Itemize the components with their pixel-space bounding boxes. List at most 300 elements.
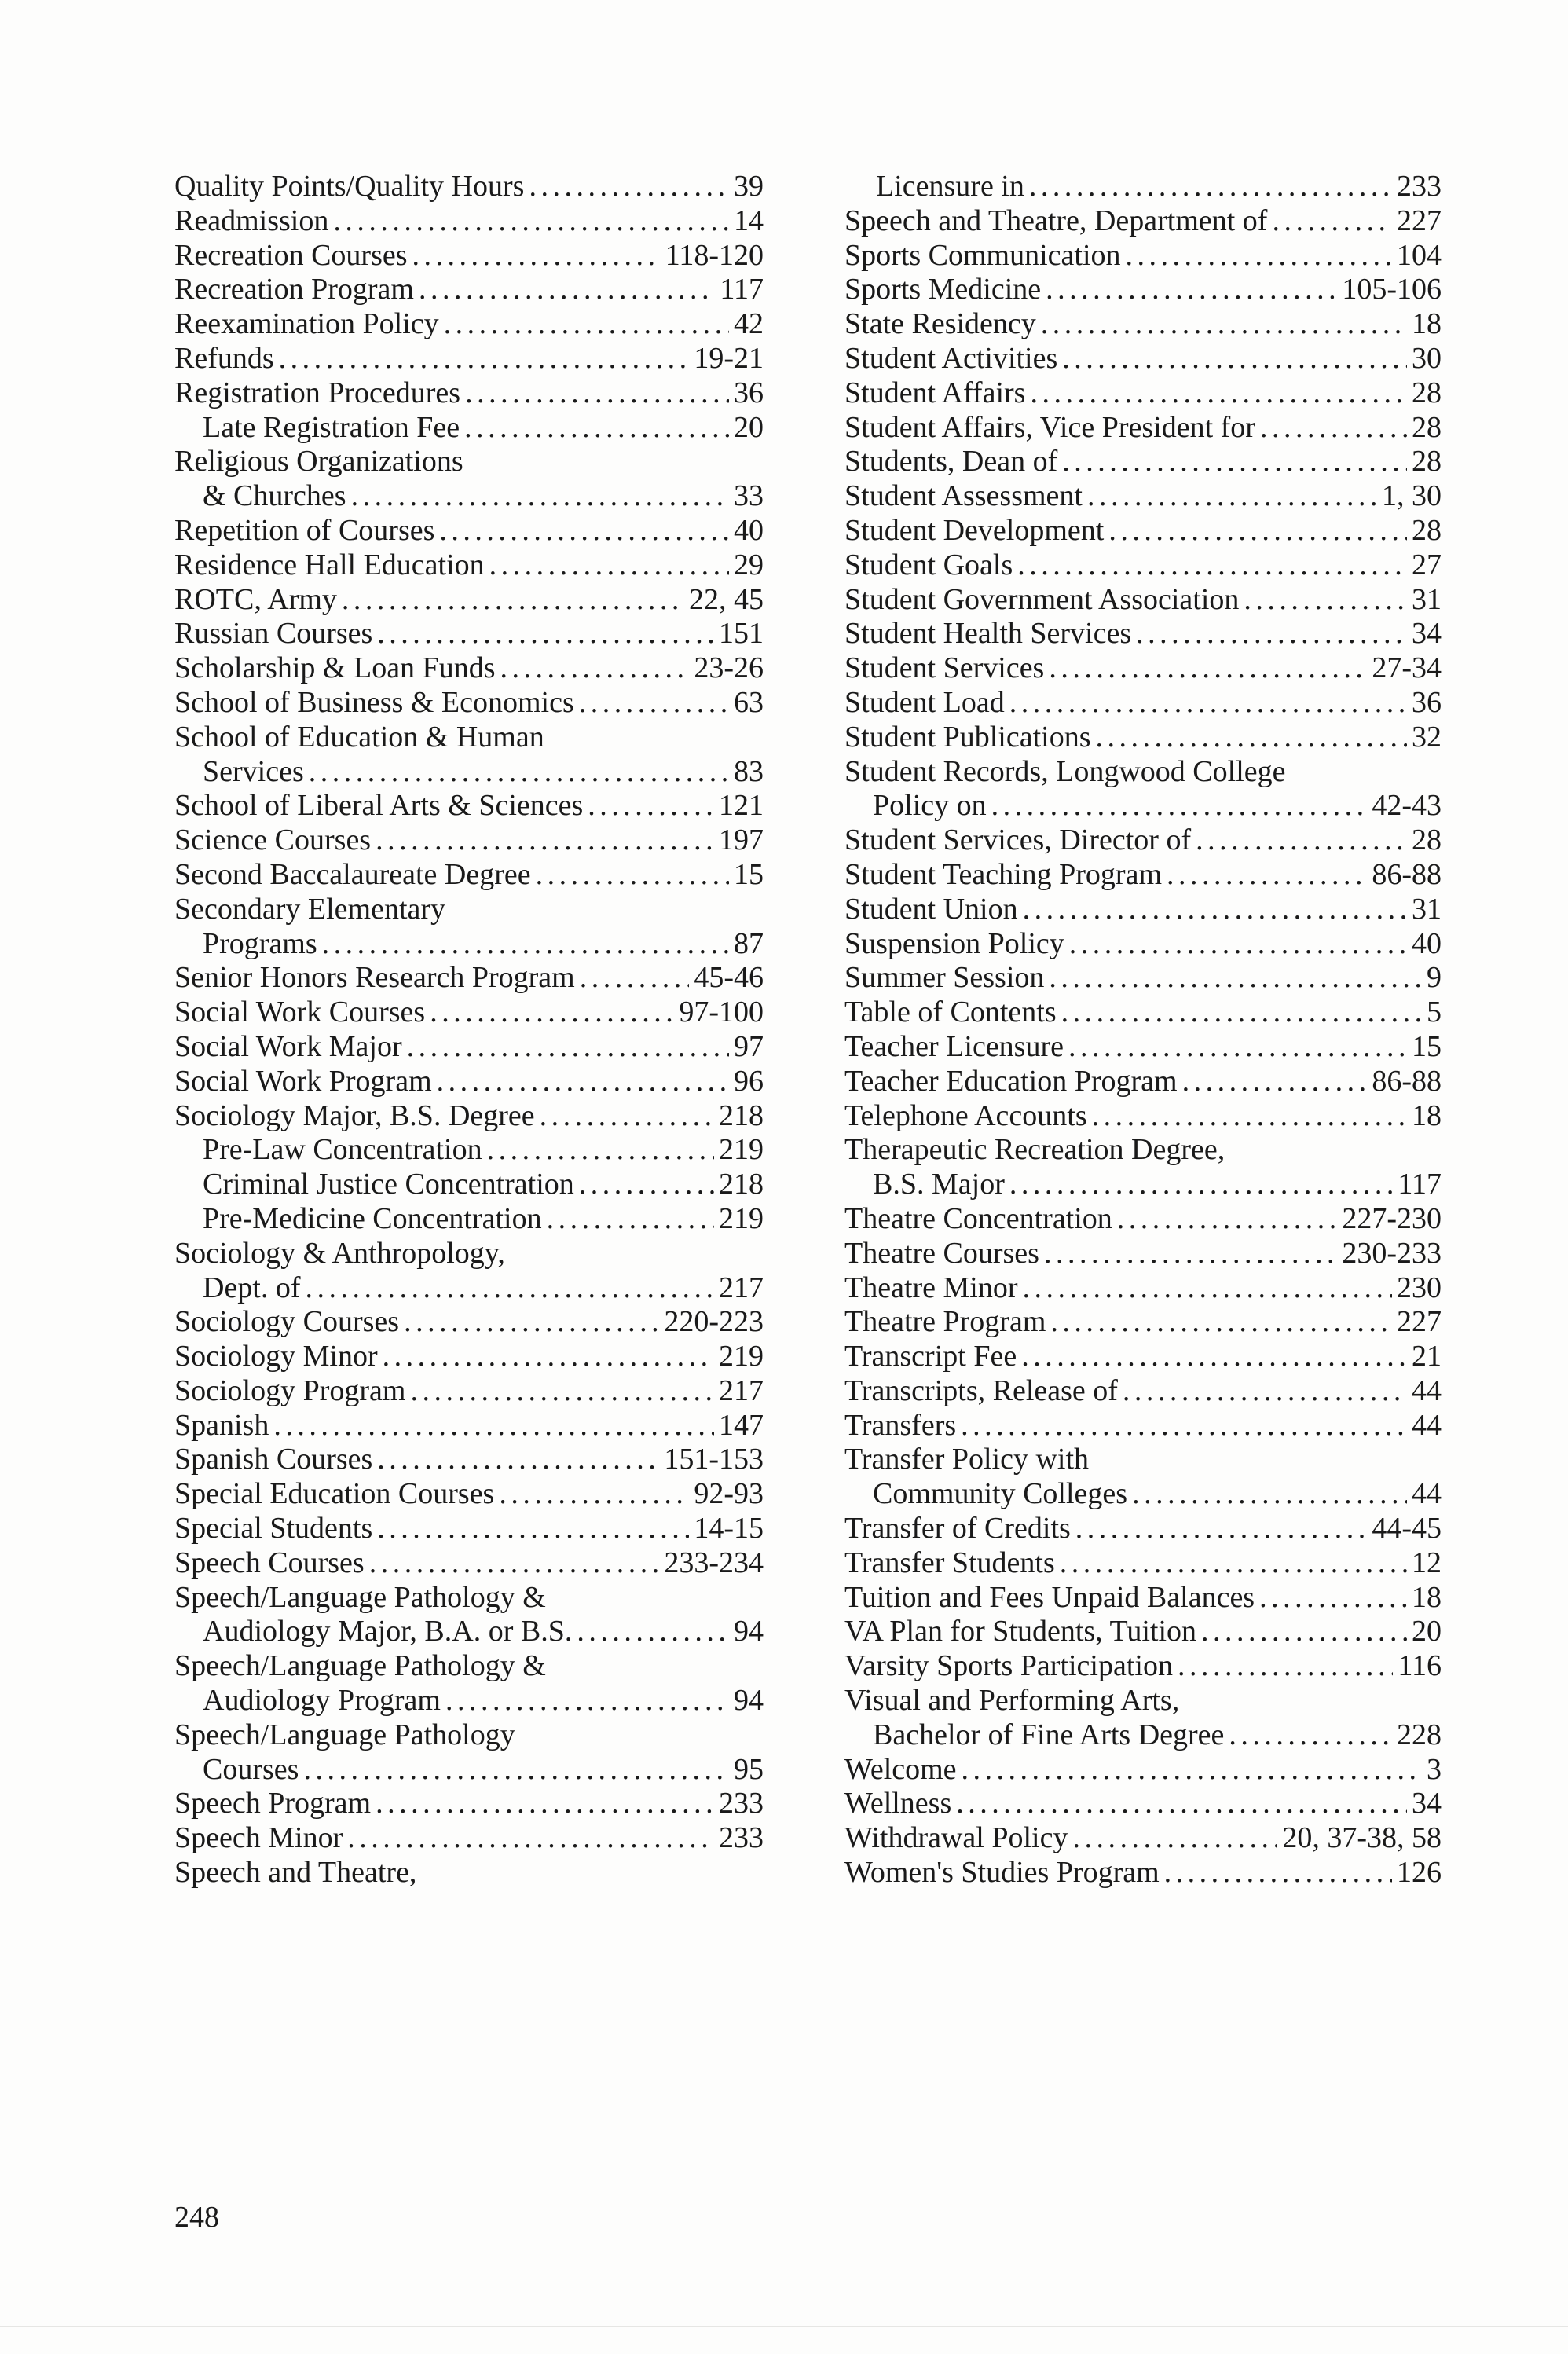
index-entry — [844, 1718, 1442, 1753]
index-page-ref: 233-234 — [664, 1546, 764, 1579]
index-page-ref: 21 — [1412, 1340, 1442, 1373]
index-entry — [174, 789, 764, 823]
index-term: Student Services — [844, 651, 1045, 685]
index-page-ref: 19-21 — [694, 341, 764, 375]
index-term: Theatre Program — [844, 1305, 1046, 1339]
index-term: Welcome — [844, 1752, 957, 1786]
index-entry — [174, 342, 764, 376]
dot-leader — [1023, 893, 1407, 927]
index-term: Sociology Major, B.S. Degree — [174, 1098, 535, 1132]
index-term: Women's Studies Program — [844, 1856, 1160, 1890]
dot-leader — [580, 961, 690, 996]
dot-leader — [1046, 273, 1337, 307]
index-page-ref: 92-93 — [694, 1477, 764, 1511]
index-page-ref: 44 — [1412, 1477, 1442, 1511]
dot-leader — [1087, 479, 1377, 514]
index-entry — [844, 239, 1442, 273]
index-page-ref: 95 — [734, 1752, 764, 1786]
index-page-ref: 230 — [1397, 1270, 1442, 1304]
index-term: ROTC, Army — [174, 582, 337, 616]
dot-leader — [407, 1030, 729, 1065]
index-entry — [174, 858, 764, 893]
index-page-ref: 20 — [1412, 1615, 1442, 1648]
index-term: Student Goals — [844, 548, 1013, 581]
index-page-ref: 34 — [1412, 1787, 1442, 1820]
dot-leader — [579, 1168, 714, 1202]
dot-leader — [1068, 1030, 1407, 1065]
index-entry — [844, 1030, 1442, 1065]
index-entry — [844, 1271, 1442, 1306]
index-page-ref: 118-120 — [665, 238, 764, 272]
index-entry — [844, 651, 1442, 686]
index-page-ref: 28 — [1412, 410, 1442, 444]
index-page-ref: 97 — [734, 1029, 764, 1063]
index-term: School of Business & Economics — [174, 685, 574, 719]
index-entry — [174, 1649, 764, 1684]
dot-leader — [437, 1065, 729, 1099]
index-entry — [844, 1856, 1442, 1890]
dot-leader — [333, 204, 729, 239]
dot-leader — [342, 583, 684, 618]
index-page-ref: 20, 37-38, 58 — [1282, 1821, 1442, 1855]
dot-leader — [529, 170, 729, 204]
dot-leader — [376, 823, 714, 858]
index-page-ref: 1, 30 — [1382, 479, 1442, 513]
dot-leader — [500, 651, 689, 686]
index-entry — [174, 273, 764, 307]
index-entry — [844, 1581, 1442, 1615]
index-entry — [844, 1684, 1442, 1718]
index-entry — [844, 617, 1442, 651]
index-term: Programs — [203, 926, 317, 960]
index-term: Pre-Law Concentration — [203, 1133, 482, 1167]
index-term: Audiology Program — [203, 1684, 441, 1718]
index-entry — [174, 651, 764, 686]
dot-leader — [377, 617, 714, 651]
dot-leader — [444, 307, 729, 342]
index-page-ref: 36 — [1412, 685, 1442, 719]
dot-leader — [412, 239, 661, 273]
index-page-ref: 44 — [1412, 1408, 1442, 1442]
index-entry — [844, 514, 1442, 548]
index-term: Refunds — [174, 341, 274, 375]
dot-leader — [487, 1133, 714, 1168]
index-page-ref: 27-34 — [1372, 651, 1442, 685]
index-entry — [174, 1065, 764, 1099]
dot-leader — [1117, 1202, 1338, 1237]
dot-leader — [1049, 651, 1367, 686]
index-term: Criminal Justice Concentration — [203, 1168, 574, 1201]
index-page-ref: 27 — [1412, 548, 1442, 581]
index-page-ref: 29 — [734, 548, 764, 581]
dot-leader — [1167, 858, 1367, 893]
index-term: Speech/Language Pathology & — [174, 1580, 546, 1614]
index-term: Student Affairs, Vice President for — [844, 410, 1255, 444]
index-term: Reexamination Policy — [174, 307, 439, 341]
index-entry — [174, 1856, 764, 1890]
index-term: Speech Program — [174, 1787, 372, 1820]
dot-leader — [377, 1512, 689, 1546]
dot-leader — [1136, 617, 1407, 651]
index-entry — [844, 1821, 1442, 1856]
index-page-ref: 9 — [1427, 961, 1442, 995]
index-entry — [844, 1443, 1442, 1477]
dot-leader — [547, 1202, 714, 1237]
index-page-ref: 40 — [734, 513, 764, 547]
index-term: Second Baccalaureate Degree — [174, 857, 531, 891]
index-page-ref: 15 — [1412, 1029, 1442, 1063]
index-entry — [174, 1821, 764, 1856]
dot-leader — [347, 1821, 714, 1856]
index-page-ref: 33 — [734, 479, 764, 513]
dot-leader — [410, 1374, 714, 1409]
index-entry — [844, 273, 1442, 307]
index-entry — [174, 1271, 764, 1306]
dot-leader — [588, 789, 714, 823]
index-term: Secondary Elementary — [174, 892, 446, 926]
index-page-ref: 217 — [719, 1373, 764, 1407]
index-column-left — [174, 170, 764, 1890]
index-entry — [174, 1099, 764, 1134]
index-term: Wellness — [844, 1787, 952, 1820]
index-term: Speech and Theatre, — [174, 1856, 417, 1890]
index-page-ref: 14 — [734, 204, 764, 237]
index-term: Courses — [203, 1752, 299, 1786]
index-term: Table of Contents — [844, 996, 1057, 1029]
index-entry — [844, 686, 1442, 720]
dot-leader — [1201, 1615, 1407, 1649]
index-term: Student Union — [844, 892, 1018, 926]
index-page-ref: 83 — [734, 754, 764, 788]
dot-leader — [1030, 376, 1407, 411]
index-term: Social Work Major — [174, 1029, 402, 1063]
dot-leader — [577, 1615, 729, 1649]
dot-leader — [279, 342, 690, 376]
index-term: Spanish Courses — [174, 1443, 373, 1476]
dot-leader — [439, 514, 729, 548]
index-page-ref: 44-45 — [1372, 1512, 1442, 1546]
index-entry — [844, 1753, 1442, 1788]
index-entry — [844, 376, 1442, 411]
index-term: Recreation Courses — [174, 238, 408, 272]
index-page-ref: 36 — [734, 376, 764, 409]
index-term: Teacher Education Program — [844, 1064, 1178, 1098]
index-entry — [844, 1374, 1442, 1409]
index-page-ref: 217 — [719, 1270, 764, 1304]
index-term: Therapeutic Recreation Degree, — [844, 1133, 1225, 1167]
index-entry — [844, 823, 1442, 858]
index-entry — [174, 720, 764, 755]
index-entry — [174, 927, 764, 962]
index-entry — [174, 823, 764, 858]
dot-leader — [1072, 1821, 1277, 1856]
index-page-ref: 14-15 — [694, 1512, 764, 1546]
index-term: Sociology Minor — [174, 1340, 378, 1373]
index-term: Late Registration Fee — [203, 410, 460, 444]
index-term: Student Health Services — [844, 617, 1132, 651]
index-page-ref: 233 — [719, 1821, 764, 1855]
index-entry — [174, 686, 764, 720]
index-page-ref: 147 — [719, 1408, 764, 1442]
index-term: Student Teaching Program — [844, 857, 1163, 891]
dot-leader — [961, 1409, 1407, 1443]
index-term: Student Services, Director of — [844, 823, 1192, 857]
index-term: Telephone Accounts — [844, 1098, 1087, 1132]
index-page-ref: 233 — [719, 1787, 764, 1820]
index-entry — [844, 1409, 1442, 1443]
index-term: Dept. of — [203, 1270, 301, 1304]
index-page-ref: 197 — [719, 823, 764, 857]
index-term: Religious Organizations — [174, 445, 463, 478]
index-page-ref: 219 — [719, 1340, 764, 1373]
dot-leader — [1178, 1649, 1393, 1684]
index-term: Special Students — [174, 1512, 373, 1546]
index-page-ref: 218 — [719, 1098, 764, 1132]
dot-leader — [1023, 1271, 1392, 1306]
index-page-ref: 12 — [1412, 1546, 1442, 1579]
index-term: Readmission — [174, 204, 329, 237]
index-page-ref: 86-88 — [1372, 857, 1442, 891]
dot-leader — [464, 411, 729, 446]
index-entry — [174, 1237, 764, 1271]
index-entry — [174, 1305, 764, 1340]
dot-leader — [1062, 342, 1407, 376]
index-entry — [844, 1512, 1442, 1546]
index-page-ref: 105-106 — [1342, 273, 1442, 306]
index-page-ref: 32 — [1412, 720, 1442, 754]
index-page-ref: 39 — [734, 170, 764, 203]
page-number: 248 — [174, 2201, 219, 2234]
dot-leader — [1260, 411, 1407, 446]
dot-leader — [383, 1340, 714, 1374]
index-page-ref: 233 — [1397, 170, 1442, 203]
index-term: Summer Session — [844, 961, 1045, 995]
index-page-ref: 20 — [734, 410, 764, 444]
index-term: Transcript Fee — [844, 1340, 1017, 1373]
index-page-ref: 220-223 — [664, 1305, 764, 1339]
index-entry — [844, 1237, 1442, 1271]
dot-leader — [1017, 548, 1407, 583]
index-term: Speech/Language Pathology & — [174, 1649, 546, 1683]
dot-leader — [991, 789, 1368, 823]
index-entry — [174, 1477, 764, 1512]
index-term: Policy on — [873, 789, 987, 823]
index-page-ref: 28 — [1412, 445, 1442, 478]
dot-leader — [1272, 204, 1392, 239]
dot-leader — [1075, 1512, 1368, 1546]
index-entry — [174, 996, 764, 1030]
index-term: Recreation Program — [174, 273, 414, 306]
index-entry — [174, 617, 764, 651]
index-term: VA Plan for Students, Tuition — [844, 1615, 1197, 1648]
index-entry — [844, 307, 1442, 342]
index-page-ref: 18 — [1412, 307, 1442, 341]
index-page-ref: 5 — [1427, 996, 1442, 1029]
index-entry — [844, 1477, 1442, 1512]
index-entry — [174, 445, 764, 479]
index-entry — [174, 1512, 764, 1546]
dot-leader — [322, 927, 729, 962]
dot-leader — [536, 858, 729, 893]
index-entry — [174, 548, 764, 583]
dot-leader — [962, 1753, 1422, 1788]
index-term: Spanish — [174, 1408, 269, 1442]
dot-leader — [1123, 1374, 1407, 1409]
index-term: Visual and Performing Arts, — [844, 1684, 1180, 1718]
dot-leader — [1044, 1237, 1337, 1271]
dot-leader — [1009, 1168, 1394, 1202]
index-page-ref: 45-46 — [694, 961, 764, 995]
dot-leader — [351, 479, 729, 514]
dot-leader — [377, 1443, 659, 1477]
index-page-ref: 18 — [1412, 1098, 1442, 1132]
index-term: Teacher Licensure — [844, 1029, 1064, 1063]
index-entry — [844, 961, 1442, 996]
index-entry — [844, 789, 1442, 823]
index-page-ref: 227 — [1397, 1305, 1442, 1339]
dot-leader — [303, 1753, 729, 1788]
index-page-ref: 40 — [1412, 926, 1442, 960]
index-term: Repetition of Courses — [174, 513, 435, 547]
index-term: Sociology Courses — [174, 1305, 400, 1339]
index-entry — [174, 1168, 764, 1202]
index-page-ref: 31 — [1412, 892, 1442, 926]
dot-leader — [1061, 996, 1422, 1030]
index-page-ref: 30 — [1412, 341, 1442, 375]
index-entry — [844, 1305, 1442, 1340]
index-page-ref: 126 — [1397, 1856, 1442, 1890]
index-entry — [844, 1133, 1442, 1168]
index-term: Suspension Policy — [844, 926, 1064, 960]
index-term: Transfer Students — [844, 1546, 1055, 1579]
dot-leader — [956, 1787, 1407, 1821]
index-entry — [174, 1030, 764, 1065]
index-entry — [174, 170, 764, 204]
index-page-ref: 121 — [719, 789, 764, 823]
index-page-ref: 151-153 — [664, 1443, 764, 1476]
index-page-ref: 94 — [734, 1615, 764, 1648]
index-term: Student Activities — [844, 341, 1058, 375]
index-page-ref: 28 — [1412, 513, 1442, 547]
index-term: School of Liberal Arts & Sciences — [174, 789, 584, 823]
index-page-ref: 18 — [1412, 1580, 1442, 1614]
index-page-ref: 15 — [734, 857, 764, 891]
index-term: School of Education & Human — [174, 720, 544, 754]
dot-leader — [419, 273, 715, 307]
dot-leader — [1259, 1581, 1407, 1615]
index-entry — [174, 411, 764, 446]
dot-leader — [1041, 307, 1407, 342]
index-entry — [174, 479, 764, 514]
index-term: Science Courses — [174, 823, 372, 857]
index-entry — [844, 342, 1442, 376]
index-page-ref: 42-43 — [1372, 789, 1442, 823]
index-page-ref: 34 — [1412, 617, 1442, 651]
index-entry — [844, 1787, 1442, 1821]
index-entry — [844, 170, 1442, 204]
index-term: Transfer of Credits — [844, 1512, 1071, 1546]
index-term: Social Work Courses — [174, 996, 426, 1029]
dot-leader — [1009, 686, 1407, 720]
index-term: Varsity Sports Participation — [844, 1649, 1173, 1683]
index-term: Theatre Courses — [844, 1236, 1039, 1270]
index-entry — [174, 239, 764, 273]
index-entry — [174, 893, 764, 927]
index-page-ref: 28 — [1412, 823, 1442, 857]
index-entry — [844, 479, 1442, 514]
index-term: Speech Courses — [174, 1546, 365, 1579]
index-entry — [174, 1615, 764, 1649]
index-entry — [174, 1374, 764, 1409]
index-page-ref: 230-233 — [1342, 1236, 1442, 1270]
dot-leader — [1096, 720, 1408, 755]
dot-leader — [306, 1271, 714, 1306]
index-page-ref: 3 — [1427, 1752, 1442, 1786]
index-entry — [844, 1065, 1442, 1099]
index-term: Transfer Policy with — [844, 1443, 1090, 1476]
index-entry — [174, 1718, 764, 1753]
index-page-ref: 86-88 — [1372, 1064, 1442, 1098]
index-term: Tuition and Fees Unpaid Balances — [844, 1580, 1255, 1614]
dot-leader — [1244, 583, 1407, 618]
index-entry — [844, 858, 1442, 893]
dot-leader — [430, 996, 674, 1030]
index-entry — [174, 1753, 764, 1788]
page-edge — [0, 2326, 1568, 2327]
index-entry — [844, 996, 1442, 1030]
dot-leader — [1164, 1856, 1392, 1890]
index-page-ref: 219 — [719, 1201, 764, 1235]
index-entry — [844, 720, 1442, 755]
index-term: Transfers — [844, 1408, 957, 1442]
dot-leader — [579, 686, 729, 720]
index-term: Students, Dean of — [844, 445, 1058, 478]
index-term: Scholarship & Loan Funds — [174, 651, 496, 685]
dot-leader — [1092, 1099, 1407, 1134]
index-term: Student Records, Longwood College — [844, 754, 1286, 788]
index-entry — [174, 1581, 764, 1615]
index-page-ref: 63 — [734, 685, 764, 719]
index-entry — [844, 1340, 1442, 1374]
index-term: Senior Honors Research Program — [174, 961, 575, 995]
index-term: Speech/Language Pathology — [174, 1718, 515, 1751]
dot-leader — [1021, 1340, 1407, 1374]
index-entry — [174, 1409, 764, 1443]
index-page-ref: 219 — [719, 1133, 764, 1167]
index-term: Transcripts, Release of — [844, 1373, 1118, 1407]
index-term: Withdrawal Policy — [844, 1821, 1068, 1855]
index-page-ref: 22, 45 — [689, 582, 764, 616]
index-term: Student Publications — [844, 720, 1091, 754]
index-entry — [844, 583, 1442, 618]
index-entry — [174, 1684, 764, 1718]
index-page-ref: 31 — [1412, 582, 1442, 616]
dot-leader — [1049, 961, 1422, 996]
index-entry — [174, 1133, 764, 1168]
dot-leader — [499, 1477, 689, 1512]
index-page-ref: 87 — [734, 926, 764, 960]
index-term: Pre-Medicine Concentration — [203, 1201, 542, 1235]
dot-leader — [273, 1409, 714, 1443]
index-page-ref: 116 — [1398, 1649, 1442, 1683]
index-term: Speech Minor — [174, 1821, 343, 1855]
index-term: Sports Communication — [844, 238, 1121, 272]
dot-leader — [309, 755, 729, 790]
index-entry — [174, 204, 764, 239]
index-page-ref: 97-100 — [679, 996, 764, 1029]
dot-leader — [1132, 1477, 1407, 1512]
index-page-ref: 218 — [719, 1168, 764, 1201]
